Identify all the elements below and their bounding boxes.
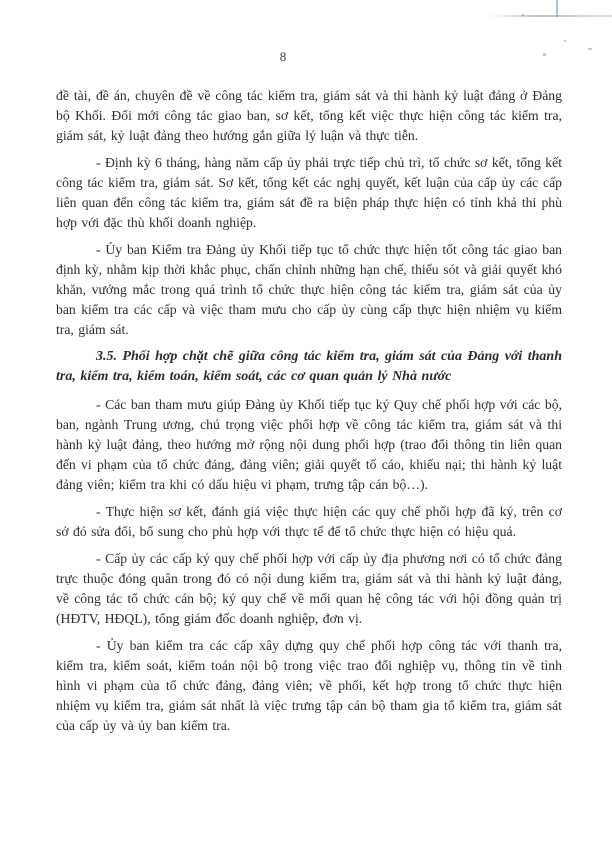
document-body bbox=[56, 86, 562, 743]
paragraph-cac-ban-tham-muu: - Các ban tham mưu giúp Đảng ủy Khối tiếp tục ký Quy chế phối hợp với các bộ, ban, ngành Trung ương, chú trọng việc phối hợp về công tác kiểm tra, giám sát và thi hành kỷ luật đảng, theo hướng mở rộng nội dung phối hợp (trao đổi thông tin liên quan đến vi phạm của tổ chức đảng, đảng viên; giải quyết tố cáo, khiếu nại; thi hành kỷ luật đảng viên; kiểm tra khi có dấu hiệu vi phạm, trưng tập cán bộ…). bbox=[56, 397, 562, 492]
page-number: 8 bbox=[279, 49, 287, 64]
paragraph-continuation: đề tài, đề án, chuyên đề về công tác kiểm tra, giám sát và thi hành kỷ luật đảng ở Đảng bộ Khối. Đổi mới công tác giao ban, sơ kết, tổng kết việc thực hiện công tác kiểm tra, giám sát, kỷ luật đảng theo hướng gắn giữa lý luận và thực tiễn. bbox=[56, 88, 562, 143]
scan-artifact-horizontal-line bbox=[488, 15, 612, 17]
section-heading-3-5: 3.5. Phối hợp chặt chẽ giữa công tác kiểm tra, giám sát của Đảng với thanh tra, kiểm tra, kiểm toán, kiểm soát, các cơ quan quản lý Nhà nước bbox=[56, 349, 562, 384]
paragraph-uy-ban-kiem-tra-giao-ban: - Ủy ban Kiểm tra Đảng ủy Khối tiếp tục tổ chức thực hiện tốt công tác giao ban định kỳ, nhằm kịp thời khắc phục, chấn chỉnh những hạn chế, thiếu sót và giải quyết khó khăn, vướng mắc trong quá trình tổ chức thực hiện công tác kiểm tra, giám sát của ủy ban kiểm tra các cấp và việc tham mưu cho cấp ủy cùng cấp thực hiện nhiệm vụ kiểm tra, giám sát. bbox=[56, 242, 562, 337]
paragraph-uy-ban-kiem-tra-xay-dung-quy-che: - Ủy ban kiểm tra các cấp xây dựng quy chế phối hợp công tác với thanh tra, kiểm tra, kiểm soát, kiểm toán nội bộ trong việc trao đổi nghiệp vụ, thông tin về tình hình vi phạm của tổ chức đảng, đảng viên; về phối, kết hợp trong tổ chức thực hiện nhiệm vụ kiểm tra, giám sát nhất là việc trưng tập cán bộ tham gia tổ kiểm tra, giám sát của cấp ủy và ủy ban kiểm tra. bbox=[56, 638, 562, 733]
scan-noise-speck bbox=[564, 40, 566, 42]
scan-artifact-vertical-line bbox=[556, 0, 558, 17]
scan-noise-speck bbox=[522, 14, 524, 16]
paragraph-dinh-ky-6-thang: - Định kỳ 6 tháng, hàng năm cấp ủy phải trực tiếp chủ trì, tổ chức sơ kết, tổng kết công tác kiểm tra, giám sát. Sơ kết, tổng kết các nghị quyết, kết luận của cấp ủy các cấp liên quan đến công tác kiểm tra, giám sát đề ra biện pháp thực hiện có tính khả thi phù hợp với đặc thù khối doanh nghiệp. bbox=[56, 155, 562, 230]
paragraph-cap-uy-ky-quy-che: - Cấp ủy các cấp ký quy chế phối hợp với cấp ủy địa phương nơi có tổ chức đảng trực thuộc đóng quân trong đó có nội dung kiểm tra, giám sát và thi hành kỷ luật đảng, về công tác tổ chức cán bộ; ký quy chế về mối quan hệ công tác với hội đồng quản trị (HĐTV, HĐQL), tổng giám đốc doanh nghiệp, đơn vị. bbox=[56, 551, 562, 626]
paragraph-thuc-hien-so-ket: - Thực hiện sơ kết, đánh giá việc thực hiện các quy chế phối hợp đã ký, trên cơ sở đó sửa đổi, bổ sung cho phù hợp với thực tế để tổ chức thực hiện có hiệu quả. bbox=[56, 504, 562, 539]
